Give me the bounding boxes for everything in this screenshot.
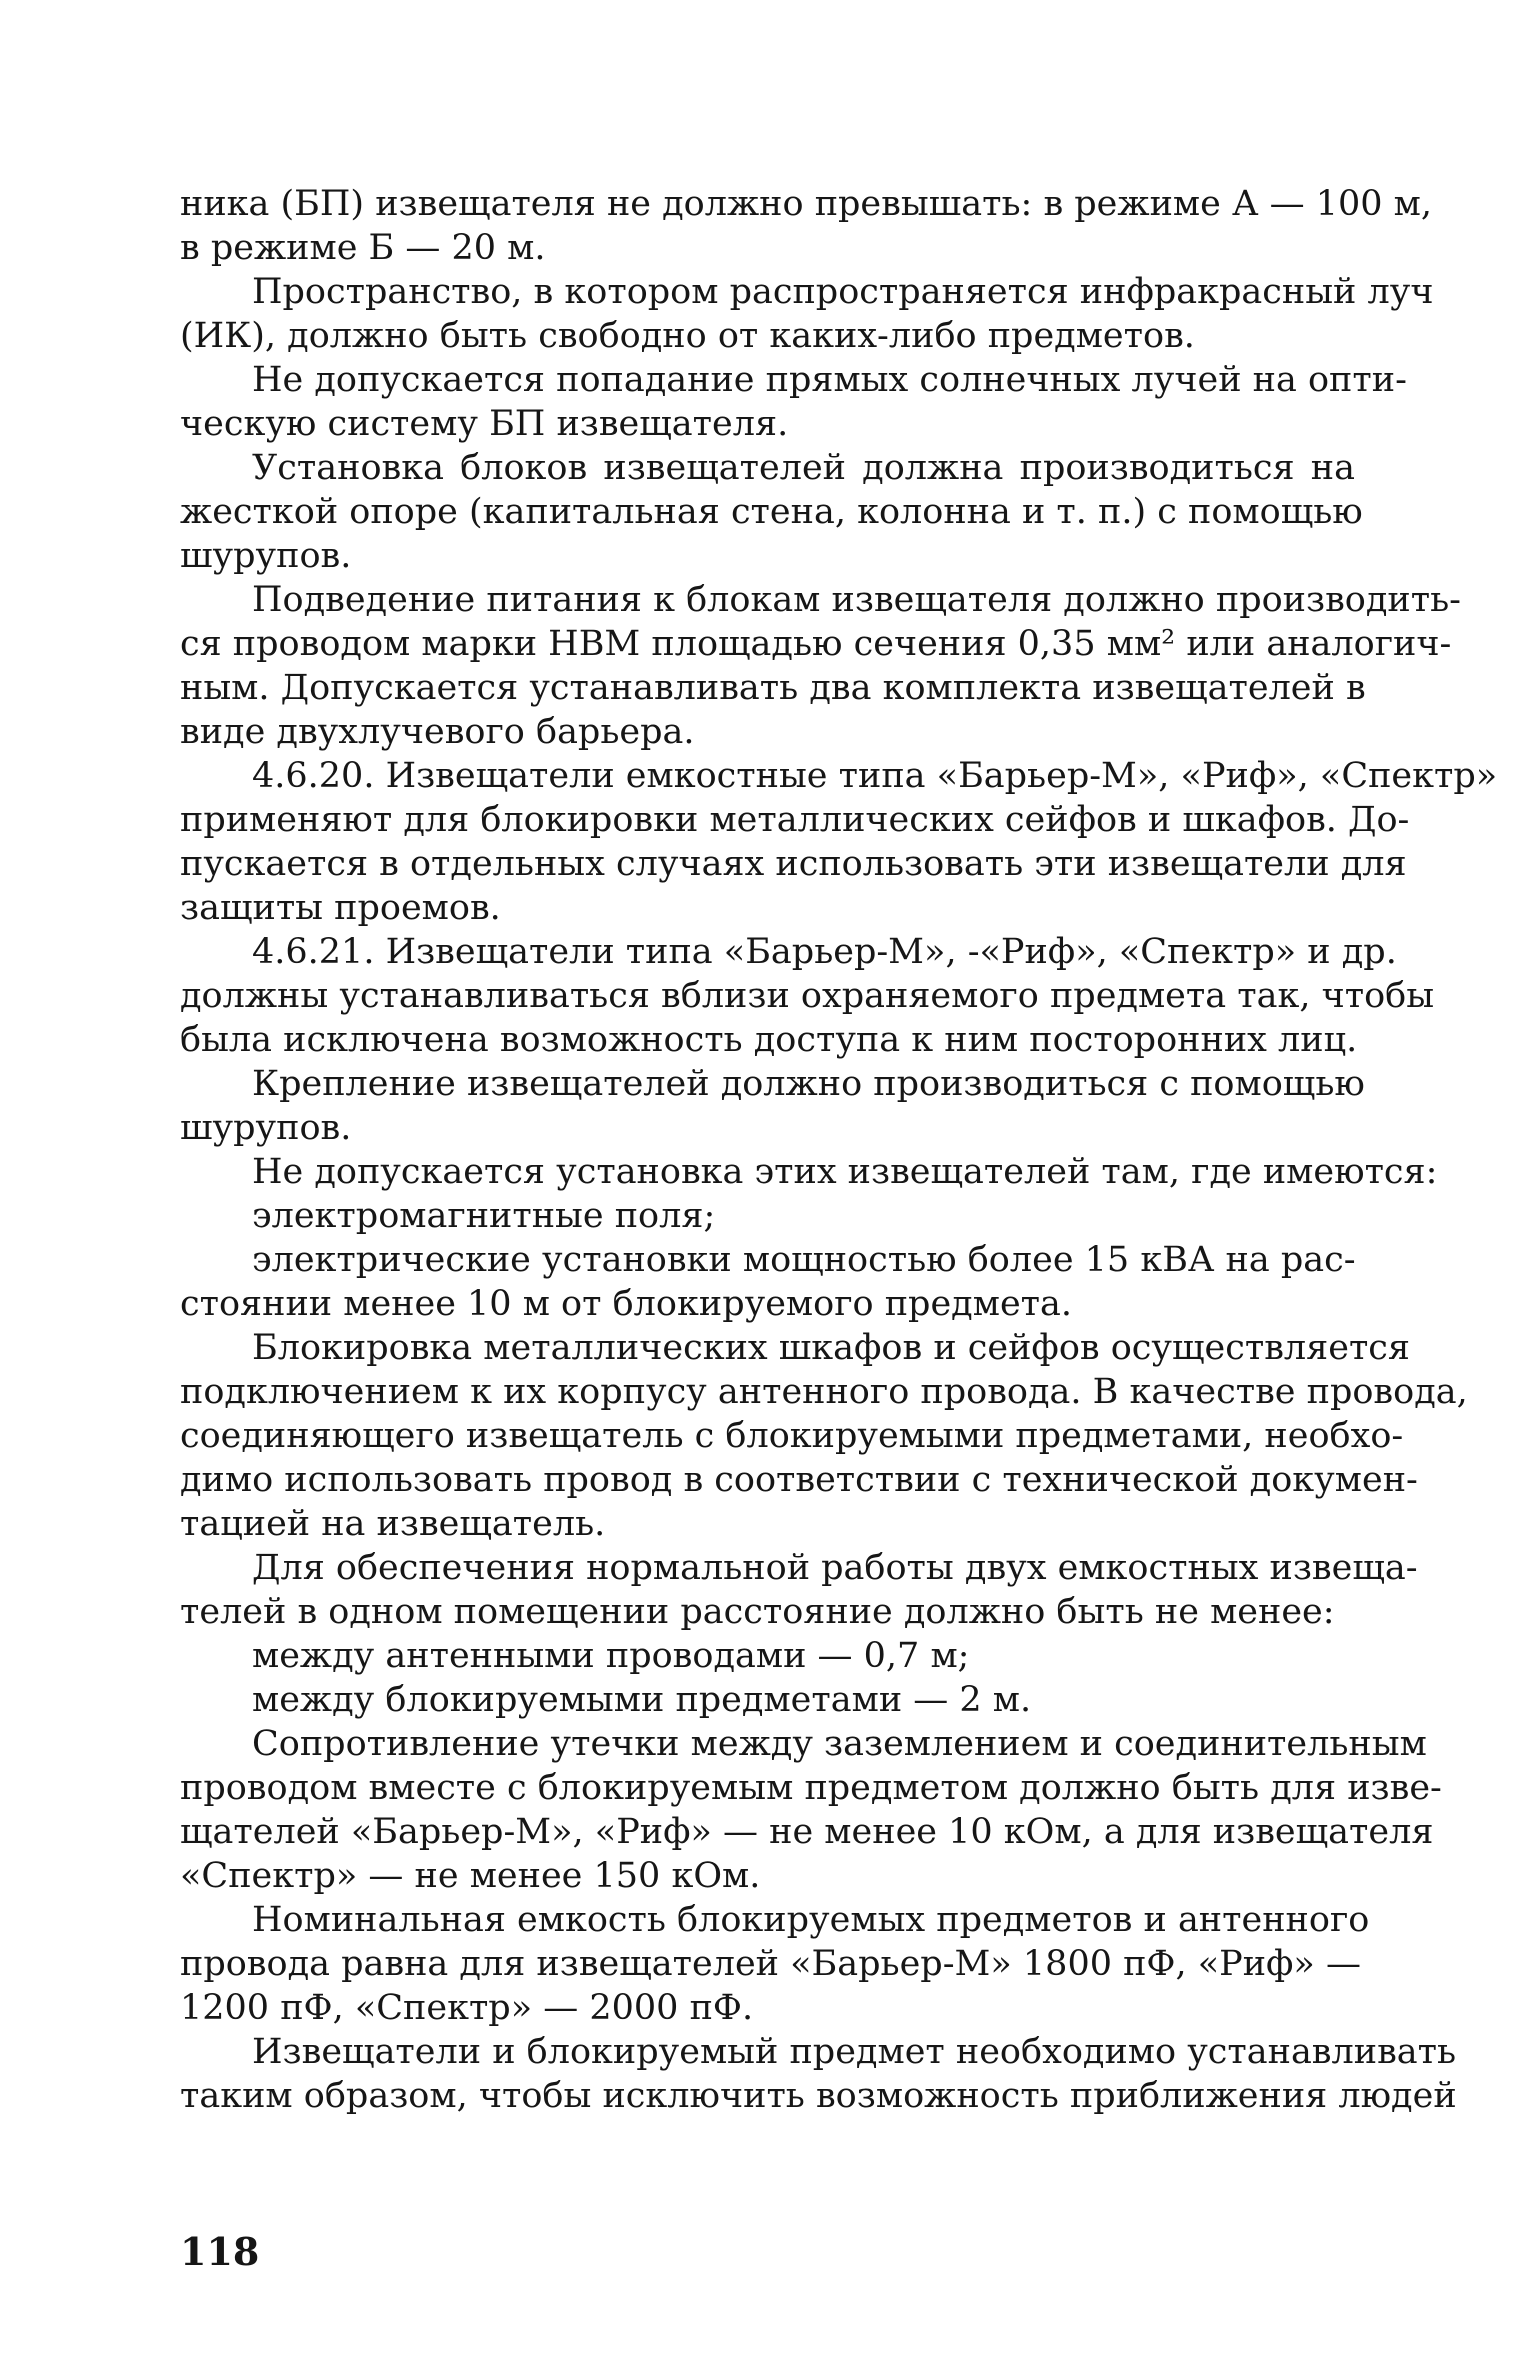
text-line: ся проводом марки НВМ площадью сечения 0,35 мм² или аналогич-	[180, 624, 1452, 664]
text-line: Установка блоков извещателей должна производиться на	[252, 448, 1355, 488]
text-line: пускается в отдельных случаях использовать эти извещатели для	[180, 844, 1407, 884]
text-line: димо использовать провод в соответствии с технической докумен-	[180, 1460, 1418, 1500]
text-line: телей в одном помещении расстояние должно быть не менее:	[180, 1592, 1335, 1632]
text-line: Сопротивление утечки между заземлением и соединительным	[252, 1724, 1427, 1764]
text-line: щателей «Барьер-М», «Риф» — не менее 10 кОм, а для извещателя	[180, 1812, 1434, 1852]
text-line: провода равна для извещателей «Барьер-М» 1800 пФ, «Риф» —	[180, 1944, 1361, 1984]
text-line: Крепление извещателей должно производиться с помощью	[252, 1064, 1365, 1104]
text-line: соединяющего извещатель с блокируемыми предметами, необхо-	[180, 1416, 1404, 1456]
text-line: Пространство, в котором распространяется инфракрасный луч	[252, 272, 1434, 312]
text-line: проводом вместе с блокируемым предметом должно быть для изве-	[180, 1768, 1442, 1808]
text-line: ным. Допускается устанавливать два комплекта извещателей в	[180, 668, 1366, 708]
text-line: таким образом, чтобы исключить возможность приближения людей	[180, 2076, 1457, 2116]
text-line: шурупов.	[180, 1108, 352, 1148]
text-line: Блокировка металлических шкафов и сейфов осуществляется	[252, 1328, 1410, 1368]
text-line: между блокируемыми предметами — 2 м.	[252, 1680, 1032, 1720]
text-line: защиты проемов.	[180, 888, 501, 928]
body-text	[180, 182, 1498, 2118]
text-line: 4.6.20. Извещатели емкостные типа «Барьер-М», «Риф», «Спектр»	[252, 756, 1498, 796]
text-line: Извещатели и блокируемый предмет необходимо устанавливать	[252, 2032, 1457, 2072]
text-line: (ИК), должно быть свободно от каких-либо предметов.	[180, 316, 1195, 356]
text-line: Номинальная емкость блокируемых предметов и антенного	[252, 1900, 1370, 1940]
text-line: Не допускается попадание прямых солнечных лучей на опти-	[252, 360, 1407, 400]
text-line: в режиме Б — 20 м.	[180, 228, 546, 268]
text-line: шурупов.	[180, 536, 352, 576]
text-line: Не допускается установка этих извещателей там, где имеются:	[252, 1152, 1438, 1192]
text-line: Подведение питания к блокам извещателя должно производить-	[252, 580, 1461, 620]
text-line: электрические установки мощностью более 15 кВА на рас-	[252, 1240, 1356, 1280]
text-line: между антенными проводами — 0,7 м;	[252, 1636, 970, 1676]
text-line: Для обеспечения нормальной работы двух емкостных извеща-	[252, 1548, 1418, 1588]
text-line: «Спектр» — не менее 150 кОм.	[180, 1856, 761, 1896]
text-line: должны устанавливаться вблизи охраняемого предмета так, чтобы	[180, 976, 1435, 1016]
text-line: 1200 пФ, «Спектр» — 2000 пФ.	[180, 1988, 754, 2028]
text-line: тацией на извещатель.	[180, 1504, 606, 1544]
text-line: была исключена возможность доступа к ним посторонних лиц.	[180, 1020, 1358, 1060]
text-line: жесткой опоре (капитальная стена, колонна и т. п.) с помощью	[180, 492, 1363, 532]
text-line: стоянии менее 10 м от блокируемого предмета.	[180, 1284, 1073, 1324]
text-line: подключением к их корпусу антенного провода. В качестве провода,	[180, 1372, 1468, 1412]
text-line: 4.6.21. Извещатели типа «Барьер-М», -«Риф», «Спектр» и др.	[252, 932, 1397, 972]
text-line: ника (БП) извещателя не должно превышать: в режиме А — 100 м,	[180, 184, 1433, 224]
text-line: виде двухлучевого барьера.	[180, 712, 695, 752]
text-line: ческую систему БП извещателя.	[180, 404, 789, 444]
text-line: применяют для блокировки металлических сейфов и шкафов. До-	[180, 800, 1410, 840]
text-line: электромагнитные поля;	[252, 1196, 716, 1236]
page-number: 118	[180, 2229, 260, 2274]
